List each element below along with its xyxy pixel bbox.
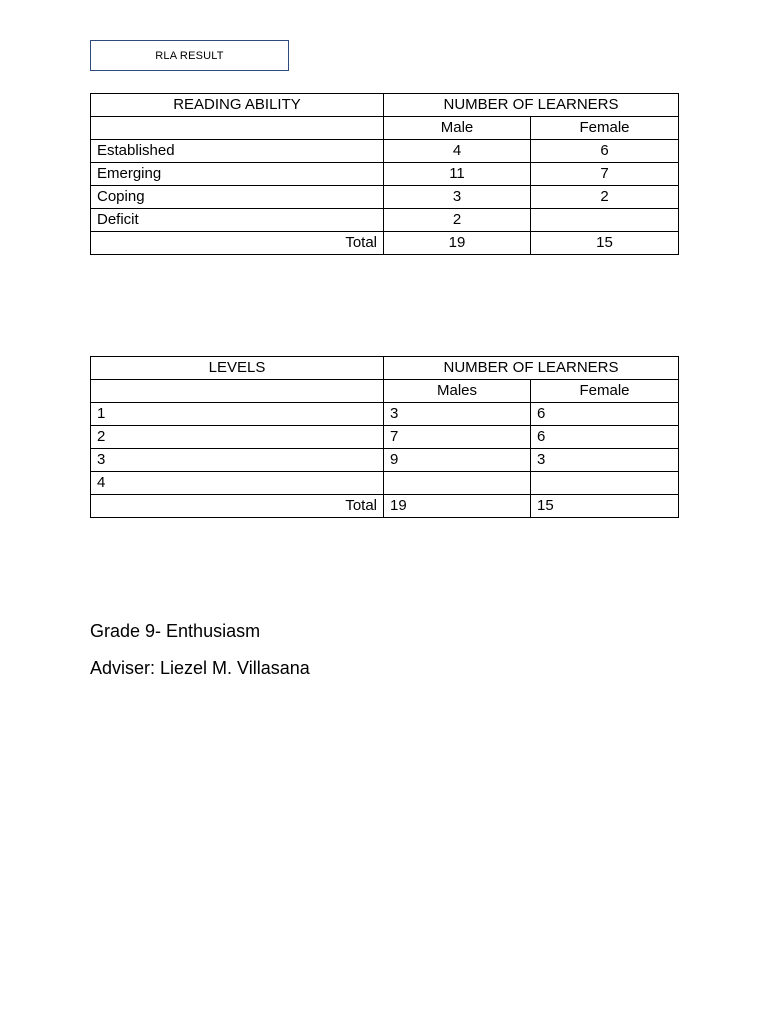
table-row <box>91 209 679 232</box>
row-label: Emerging <box>91 163 384 186</box>
table-subheader-row <box>91 117 679 140</box>
male-count: 2 <box>384 209 531 232</box>
row-label: Coping <box>91 186 384 209</box>
level-label: 1 <box>91 403 384 426</box>
female-header: Female <box>531 380 679 403</box>
table-header-row <box>91 357 679 380</box>
male-header: Male <box>384 117 531 140</box>
adviser-text: Adviser: Liezel M. Villasana <box>90 658 310 678</box>
table-row <box>91 163 679 186</box>
row-label: Deficit <box>91 209 384 232</box>
table-row <box>91 140 679 163</box>
total-female: 15 <box>531 232 679 255</box>
male-count: 3 <box>384 403 531 426</box>
table-row <box>91 449 679 472</box>
male-count: 7 <box>384 426 531 449</box>
female-header: Female <box>531 117 679 140</box>
levels-table <box>90 356 679 518</box>
total-row <box>91 232 679 255</box>
reading-ability-table <box>90 93 679 255</box>
table-row <box>91 403 679 426</box>
table-subheader-row <box>91 380 679 403</box>
reading-ability-header: READING ABILITY <box>91 94 384 117</box>
level-label: 2 <box>91 426 384 449</box>
female-count: 6 <box>531 140 679 163</box>
male-count: 3 <box>384 186 531 209</box>
table-row <box>91 186 679 209</box>
table-row <box>91 426 679 449</box>
total-label: Total <box>91 495 384 518</box>
level-label: 4 <box>91 472 384 495</box>
number-of-learners-header: NUMBER OF LEARNERS <box>384 94 679 117</box>
rla-result-title: RLA RESULT <box>90 40 289 71</box>
row-label: Established <box>91 140 384 163</box>
female-count: 6 <box>531 426 679 449</box>
males-header: Males <box>384 380 531 403</box>
total-male: 19 <box>384 232 531 255</box>
female-count <box>531 209 679 232</box>
levels-header: LEVELS <box>91 357 384 380</box>
table-row <box>91 472 679 495</box>
total-female: 15 <box>531 495 679 518</box>
female-count <box>531 472 679 495</box>
table-header-row <box>91 94 679 117</box>
level-label: 3 <box>91 449 384 472</box>
number-of-learners-header: NUMBER OF LEARNERS <box>384 357 679 380</box>
empty-cell <box>91 380 384 403</box>
female-count: 2 <box>531 186 679 209</box>
empty-cell <box>91 117 384 140</box>
male-count <box>384 472 531 495</box>
total-male: 19 <box>384 495 531 518</box>
female-count: 6 <box>531 403 679 426</box>
female-count: 7 <box>531 163 679 186</box>
total-label: Total <box>91 232 384 255</box>
male-count: 4 <box>384 140 531 163</box>
male-count: 11 <box>384 163 531 186</box>
grade-section-text: Grade 9- Enthusiasm <box>90 621 261 641</box>
male-count: 9 <box>384 449 531 472</box>
female-count: 3 <box>531 449 679 472</box>
total-row <box>91 495 679 518</box>
